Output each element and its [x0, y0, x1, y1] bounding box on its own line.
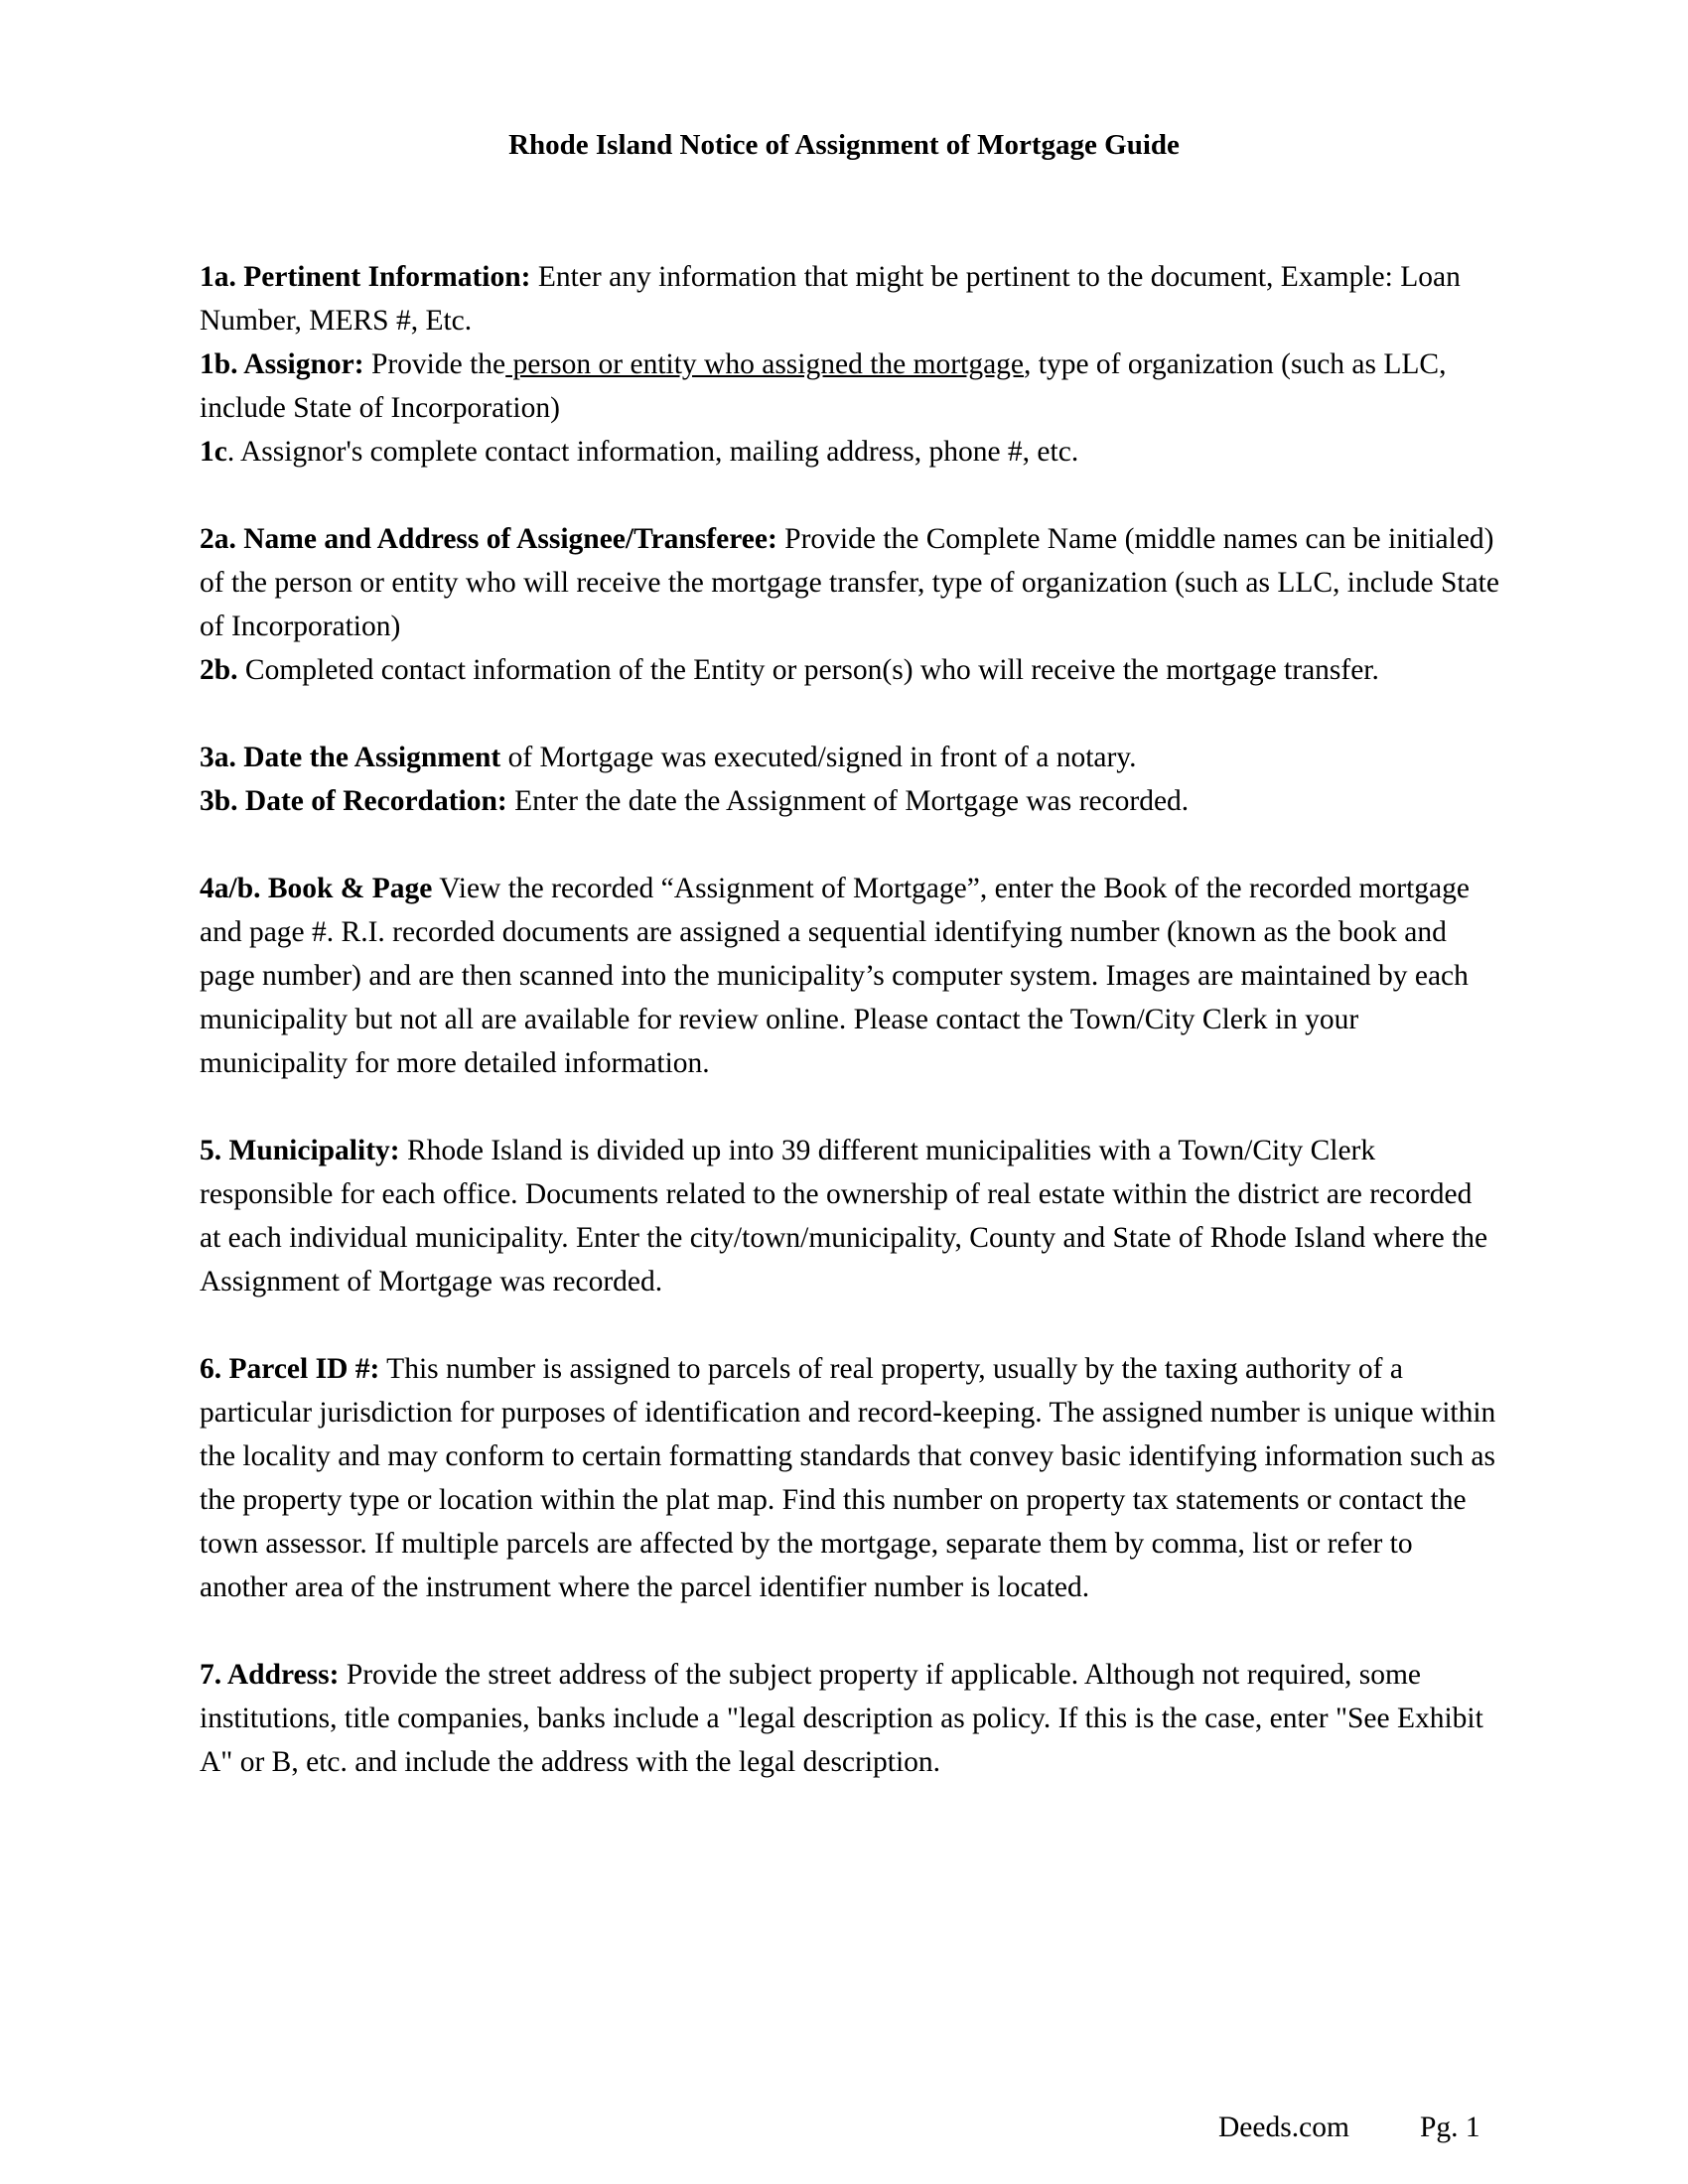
section-4-book-page: [200, 867, 1500, 1085]
field-3a-date-of-assignment: [200, 736, 1500, 779]
field-text: Provide the Complete Name (middle names can be initialed) of the person or entity who will receive the mortgage transfer, type of organization (such as LLC, include State of Incorporation): [200, 523, 1499, 642]
section-3-dates: [200, 736, 1500, 823]
footer-site-name: Deeds.com: [1218, 2112, 1349, 2143]
field-label: 1c: [200, 436, 227, 468]
document-title: Rhode Island Notice of Assignment of Mortgage Guide: [508, 129, 1180, 161]
field-text: of Mortgage was executed/signed in front of a notary.: [500, 742, 1137, 773]
field-6-parcel-id: [200, 1347, 1500, 1609]
field-text: Enter any information that might be pertinent to the document, Example: Loan Number, MERS #, Etc.: [200, 261, 1461, 337]
section-6-parcel-id: [200, 1347, 1500, 1609]
field-4ab-book-page: [200, 867, 1500, 1085]
field-label: 3b. Date of Recordation:: [200, 785, 507, 817]
field-label: 6. Parcel ID #:: [200, 1353, 380, 1385]
field-label: 2b.: [200, 654, 238, 686]
section-1-assignor: [200, 255, 1500, 474]
field-label: 2a. Name and Address of Assignee/Transferee:: [200, 523, 777, 555]
field-1b-assignor: [200, 342, 1500, 430]
field-label: 5. Municipality:: [200, 1135, 400, 1166]
field-text: Provide the street address of the subject property if applicable. Although not required, some institutions, title companies, banks include a "legal description as policy. If this is the case, enter "See Exhibit A" or B, etc. and include the address with the legal description.: [200, 1659, 1483, 1778]
section-5-municipality: [200, 1129, 1500, 1303]
field-text: This number is assigned to parcels of real property, usually by the taxing authority of a particular jurisdiction for purposes of identification and record-keeping. The assigned number is unique within the locality and may conform to certain formatting standards that convey basic identifying information such as the property type or location within the plat map. Find this number on property tax statements or contact the town assessor. If multiple parcels are affected by the mortgage, separate them by comma, list or refer to another area of the instrument where the parcel identifier number is located.: [200, 1353, 1496, 1603]
field-text: . Assignor's complete contact information, mailing address, phone #, etc.: [226, 436, 1079, 468]
field-2a-assignee-name-address: [200, 517, 1500, 648]
footer-page-number: Pg. 1: [1420, 2112, 1480, 2143]
field-label: 4a/b. Book & Page: [200, 873, 433, 904]
field-label: 1b. Assignor:: [200, 348, 364, 380]
field-text: Completed contact information of the Entity or person(s) who will receive the mortgage transfer.: [237, 654, 1379, 686]
field-label: 3a. Date the Assignment: [200, 742, 501, 773]
field-1c-assignor-contact: [200, 430, 1500, 474]
field-1a-pertinent-information: [200, 255, 1500, 342]
field-text: Provide the: [363, 348, 506, 380]
field-text: View the recorded “Assignment of Mortgage”, enter the Book of the recorded mortgage and page #. R.I. recorded documents are assigned a sequential identifying number (known as the book and page number) and are then scanned into the municipality’s computer system. Images are maintained by each municipality but not all are available for review online. Please contact the Town/City Clerk in your municipality for more detailed information.: [200, 873, 1470, 1079]
field-text: , type of organization (such as LLC, include State of Incorporation): [200, 348, 1447, 424]
section-2-assignee: [200, 517, 1500, 692]
field-2b-assignee-contact: [200, 648, 1500, 692]
field-7-address: [200, 1653, 1500, 1784]
field-3b-date-of-recordation: [200, 779, 1500, 823]
document-body: [200, 255, 1500, 1828]
field-5-municipality: [200, 1129, 1500, 1303]
field-label: 1a. Pertinent Information:: [200, 261, 531, 293]
field-underlined-text: person or entity who assigned the mortgage: [505, 348, 1025, 380]
field-text: Enter the date the Assignment of Mortgage was recorded.: [506, 785, 1190, 817]
section-7-address: [200, 1653, 1500, 1784]
field-label: 7. Address:: [200, 1659, 340, 1691]
field-text: Rhode Island is divided up into 39 different municipalities with a Town/City Clerk responsible for each office. Documents related to the ownership of real estate within the district are recorded at each individual municipality. Enter the city/town/municipality, County and State of Rhode Island where the Assignment of Mortgage was recorded.: [200, 1135, 1488, 1297]
